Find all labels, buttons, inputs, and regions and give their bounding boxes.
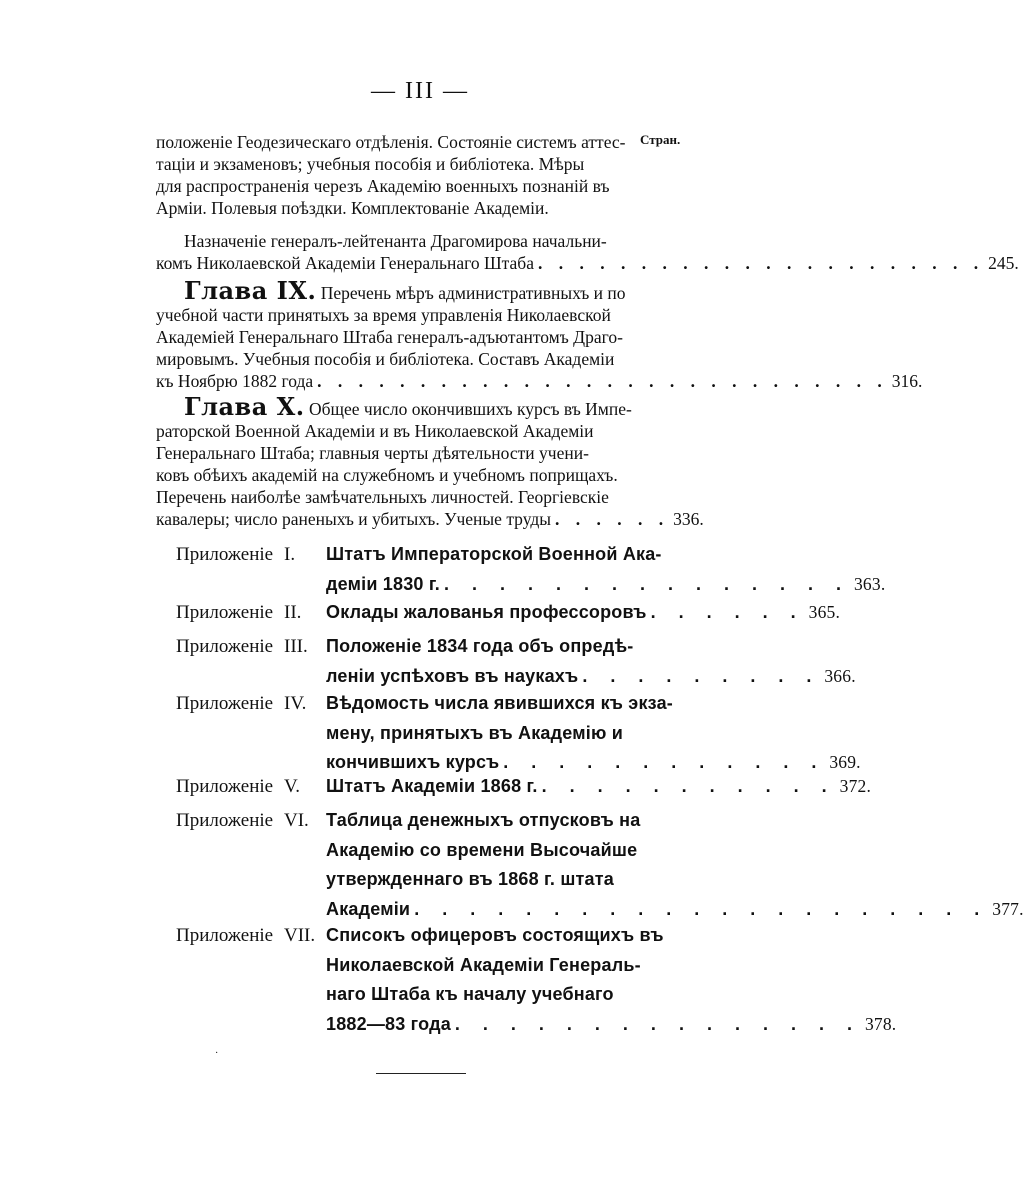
appendix-numeral: II. bbox=[284, 602, 302, 623]
page-reference: 365. bbox=[808, 602, 841, 622]
text-line: Глава X. Общее число окончившихъ курсъ въ Импе- bbox=[184, 392, 632, 421]
print-speck: · bbox=[215, 1048, 219, 1059]
page-reference: 363. bbox=[853, 573, 886, 594]
text-line: мировымъ. Учебныя пособія и библіотека. Составъ Академіи bbox=[156, 349, 615, 369]
appendix-title: Вѣдомость числа явившихся къ экза- мену, принятыхъ въ Академію и кончившихъ курсъ . . . . . . . . . . . . 369. bbox=[326, 689, 861, 778]
page-reference: 372. bbox=[839, 776, 872, 796]
appendix-entry-vi bbox=[176, 806, 1024, 924]
appendix-label: Приложеніе bbox=[176, 636, 274, 657]
text-line: учебной части принятыхъ за время управленія Николаевской bbox=[156, 305, 611, 325]
chapter-title: Глава X. bbox=[184, 392, 305, 421]
text-line: Глава IX. Перечень мѣръ административныхъ и по bbox=[184, 276, 626, 305]
text-line: Генеральнаго Штаба; главныя черты дѣятельности учени- bbox=[156, 443, 589, 463]
text-line: Академіей Генеральнаго Штаба генералъ-адъютантомъ Драго- bbox=[156, 327, 623, 347]
text-line: положеніе Геодезическаго отдѣленія. Состояніе системъ аттес- bbox=[156, 132, 626, 152]
leader-dots: . . . . . . . . . . . . . . . bbox=[454, 1013, 861, 1034]
appendix-label: Приложеніе bbox=[176, 544, 274, 565]
appendix-title: Положеніе 1834 года объ опредѣ- леніи успѣховъ въ наукахъ . . . . . . . . . 366. bbox=[326, 632, 856, 691]
appendix-title: Штатъ Академіи 1868 г. . . . . . . . . . . . 372. bbox=[326, 772, 871, 802]
appendix-label: Приложеніе bbox=[176, 810, 274, 831]
leader-dots: . . . . . . bbox=[650, 602, 805, 622]
end-rule bbox=[376, 1073, 466, 1074]
appendix-entry-iv bbox=[176, 689, 861, 778]
appendix-numeral: VII. bbox=[284, 925, 316, 946]
appendix-numeral: IV. bbox=[284, 693, 307, 714]
appendix-entry-vii bbox=[176, 921, 897, 1039]
appendix-entry-v bbox=[176, 772, 872, 802]
chapter-ix-entry bbox=[156, 276, 923, 392]
appendix-numeral: I. bbox=[284, 544, 296, 565]
text-line: Перечень наиболѣе замѣчательныхъ личностей. Георгіевскіе bbox=[156, 487, 609, 507]
leader-dots: . . . . . . . . . . . . bbox=[503, 752, 826, 772]
text-line: кавалеры; число раненыхъ и убитыхъ. Ученые труды . . . . . . 336. bbox=[156, 509, 704, 529]
appendix-label: Приложеніе bbox=[176, 925, 274, 946]
text-line: раторской Военной Академіи и въ Николаевской Академіи bbox=[156, 421, 594, 441]
appendix-numeral: III. bbox=[284, 636, 308, 657]
page-reference: 245. bbox=[988, 253, 1019, 273]
page-reference: 378. bbox=[864, 1013, 897, 1034]
page-reference: 336. bbox=[673, 509, 704, 529]
appendix-numeral: V. bbox=[284, 776, 301, 797]
text-line: для распространенія черезъ Академію военныхъ познаній въ bbox=[156, 176, 610, 196]
page-number-header: — III — bbox=[371, 78, 469, 104]
appendix-title: Списокъ офицеровъ состоящихъ въ Николаевской Академіи Генераль- наго Штаба къ началу учебнаго 1882—83 года . . . . . . . . . . . . . . . 378. bbox=[326, 921, 896, 1039]
leader-dots: . . . . . . . . . . . . . . . . . . . . . bbox=[414, 898, 989, 919]
text-line: ковъ обѣихъ академій на служебномъ и учебномъ поприщахъ. bbox=[156, 465, 618, 485]
appendix-title: Штатъ Императорской Военной Ака- деміи 1830 г. . . . . . . . . . . . . . . . 363. bbox=[326, 540, 885, 599]
text-line: Арміи. Полевыя поѣздки. Комплектованіе Академіи. bbox=[156, 198, 549, 218]
page-reference: 316. bbox=[891, 371, 923, 391]
leader-dots: . . . . . . . . . . . bbox=[541, 776, 836, 796]
continued-chapter-text bbox=[156, 131, 685, 219]
text-line: Назначеніе генералъ-лейтенанта Драгомирова начальни- bbox=[184, 231, 607, 251]
leader-dots: . . . . . . . . . bbox=[582, 665, 821, 686]
chapter-title: Глава IX. bbox=[184, 276, 317, 305]
leader-dots: . . . . . . . . . . . . . . . . . . . . . . . . . . . . bbox=[317, 371, 888, 391]
appendix-numeral: VI. bbox=[284, 810, 309, 831]
leader-dots: . . . . . . bbox=[555, 509, 670, 529]
appendix-title: Таблица денежныхъ отпусковъ на Академію со времени Высочайше утвержденнаго въ 1868 г. штата Академіи . . . . . . . . . . . . . . . . . . . . . 377. bbox=[326, 806, 1024, 924]
leader-dots: . . . . . . . . . . . . . . . . . . . . . . bbox=[537, 253, 985, 273]
appendix-title: Оклады жалованья профессоровъ . . . . . . 365. bbox=[326, 598, 840, 628]
page-column-label: Стран. bbox=[640, 132, 681, 147]
page-reference: 366. bbox=[824, 665, 856, 686]
appendix-entry-ii bbox=[176, 598, 841, 628]
chapter-x-entry bbox=[156, 392, 704, 530]
appendix-label: Приложеніе bbox=[176, 693, 274, 714]
page-reference: 369. bbox=[829, 752, 861, 772]
text-line: комъ Николаевской Академіи Генеральнаго Штаба . . . . . . . . . . . . . . . . . . . . . . 245. bbox=[156, 253, 1019, 273]
leader-dots: . . . . . . . . . . . . . . . bbox=[443, 573, 850, 594]
appendix-label: Приложеніе bbox=[176, 776, 274, 797]
text-line: таціи и экзаменовъ; учебныя пособія и библіотека. Мѣры bbox=[156, 154, 585, 174]
appointment-entry bbox=[156, 230, 1019, 274]
page-reference: 377. bbox=[992, 898, 1024, 919]
text-line: къ Ноябрю 1882 года . . . . . . . . . . . . . . . . . . . . . . . . . . . . 316. bbox=[156, 371, 923, 391]
appendix-entry-i bbox=[176, 540, 886, 599]
appendix-label: Приложеніе bbox=[176, 602, 274, 623]
appendix-entry-iii bbox=[176, 632, 856, 691]
